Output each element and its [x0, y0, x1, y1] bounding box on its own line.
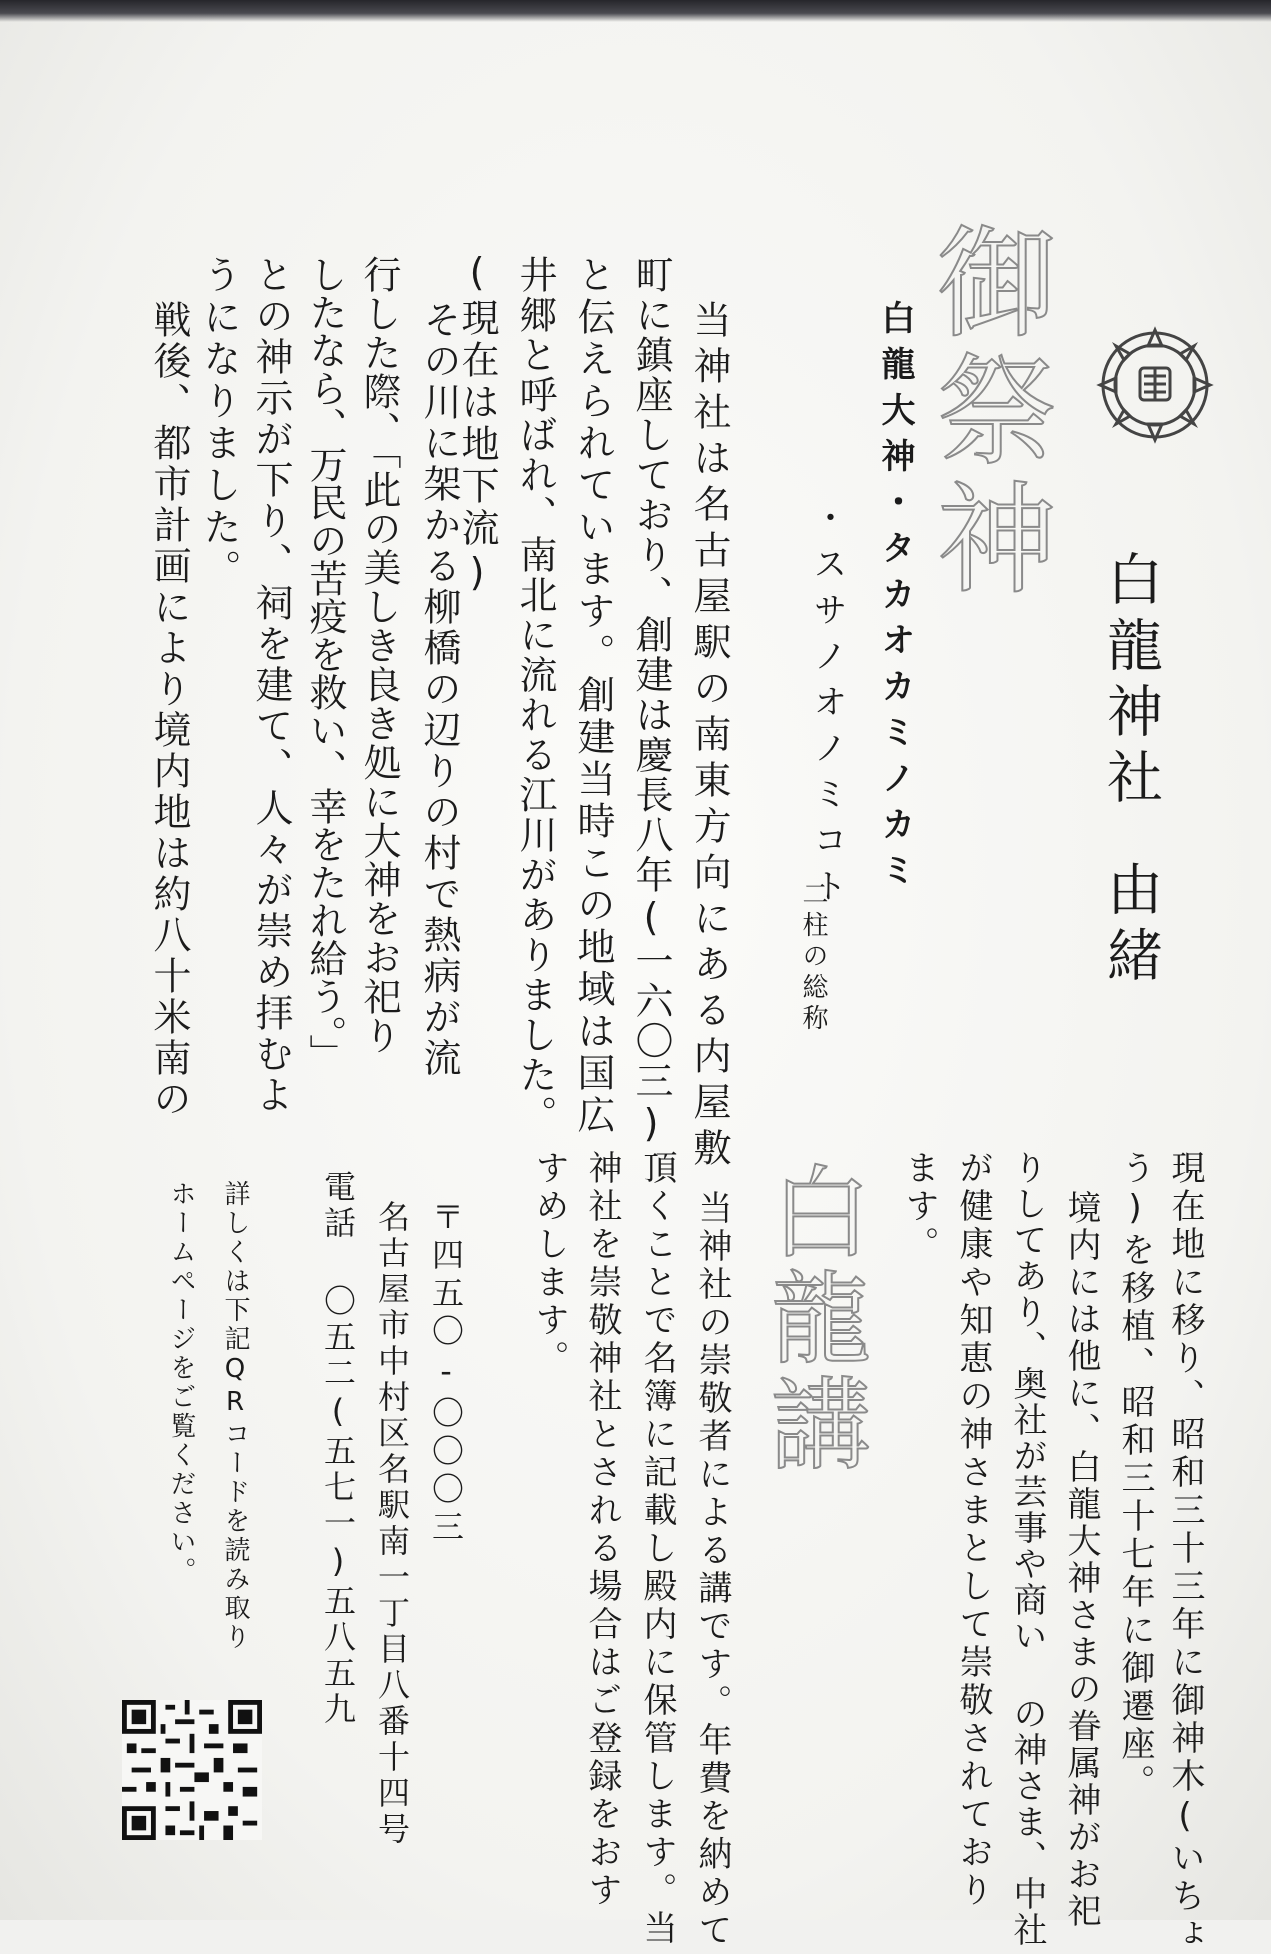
history-line: したなら、万民の苦疫を救い、幸をたれ給う。」: [303, 255, 347, 1072]
relocation-line: りしてあり、奥社が芸事や商い の神さま、中社: [1007, 1150, 1047, 1948]
deities-brush-heading: 御祭神: [917, 220, 1056, 604]
hakuryuko-line: すめします。: [529, 1150, 569, 1378]
relocation-line: 現在地に移り、昭和三十三年に御神木(いちょ: [1165, 1150, 1205, 1954]
history-line: 戦後、都市計画により境内地は約八十米南の: [147, 300, 191, 1120]
history-line: 当神社は名古屋駅の南東方向にある内屋敷: [687, 300, 731, 1174]
relocation-line: が健康や知恵の神さまとして崇敬されており: [953, 1150, 993, 1910]
phone-number: 電話 〇五二(五七一)五八五九: [319, 1170, 357, 1728]
history-line: うになりました。: [197, 255, 241, 591]
history-line: 行した際、「此の美しき良き処に大神をお祀り: [357, 255, 401, 1055]
homepage-note-line-1: 詳しくは下記QRコードを読み取り: [220, 1180, 250, 1652]
history-line: (現在は地下流): [455, 250, 499, 598]
hakuryuko-line: 当神社の崇敬者による講です。年費を納めて: [692, 1190, 732, 1950]
relocation-line: う)を移植、昭和三十七年に御遷座。: [1115, 1150, 1155, 1802]
history-line: その川に架かる柳橋の辺りの村で熱病が流: [417, 300, 461, 1079]
history-line: 町に鎮座しており、創建は慶長八年(一六〇三): [629, 255, 673, 1147]
postal-code: 〒四五〇-〇〇〇三: [427, 1200, 465, 1548]
hakuryuko-line: 神社を崇敬神社とされる場合はご登録をおす: [582, 1150, 622, 1910]
history-subtitle: 由緒: [1098, 860, 1163, 992]
shrine-title: 白龍神社: [1098, 550, 1163, 814]
address: 名古屋市中村区名駅南一丁目八番十四号: [373, 1200, 411, 1848]
deities-line-1: 白龍大神・タカオカミノカミ: [875, 300, 915, 898]
qr-code-icon[interactable]: [122, 1700, 262, 1840]
relocation-line: ます。: [899, 1150, 939, 1264]
deities-note: 二柱の総称: [798, 880, 828, 1035]
deities-line-2: ・スサノオノミコト: [807, 500, 847, 914]
shrine-crest-icon: [1090, 320, 1220, 450]
relocation-line: 境内には他に、白龍大神さまの眷属神がお祀: [1061, 1190, 1101, 1930]
history-line: と伝えられています。創建当時この地域は国広: [571, 255, 615, 1137]
hakuryuko-brush-heading: 白龍講: [754, 1160, 871, 1478]
history-line: 井郷と呼ばれ、南北に流れる江川がありました。: [513, 255, 557, 1135]
hakuryuko-line: 頂くことで名簿に記載し殿内に保管します。当: [637, 1150, 677, 1948]
scan-top-edge: [0, 0, 1271, 22]
history-line: との神示が下り、祠を建て、人々が崇め拝むよ: [249, 255, 293, 1116]
homepage-note-line-2: ホームページをご覧ください。: [166, 1180, 196, 1586]
